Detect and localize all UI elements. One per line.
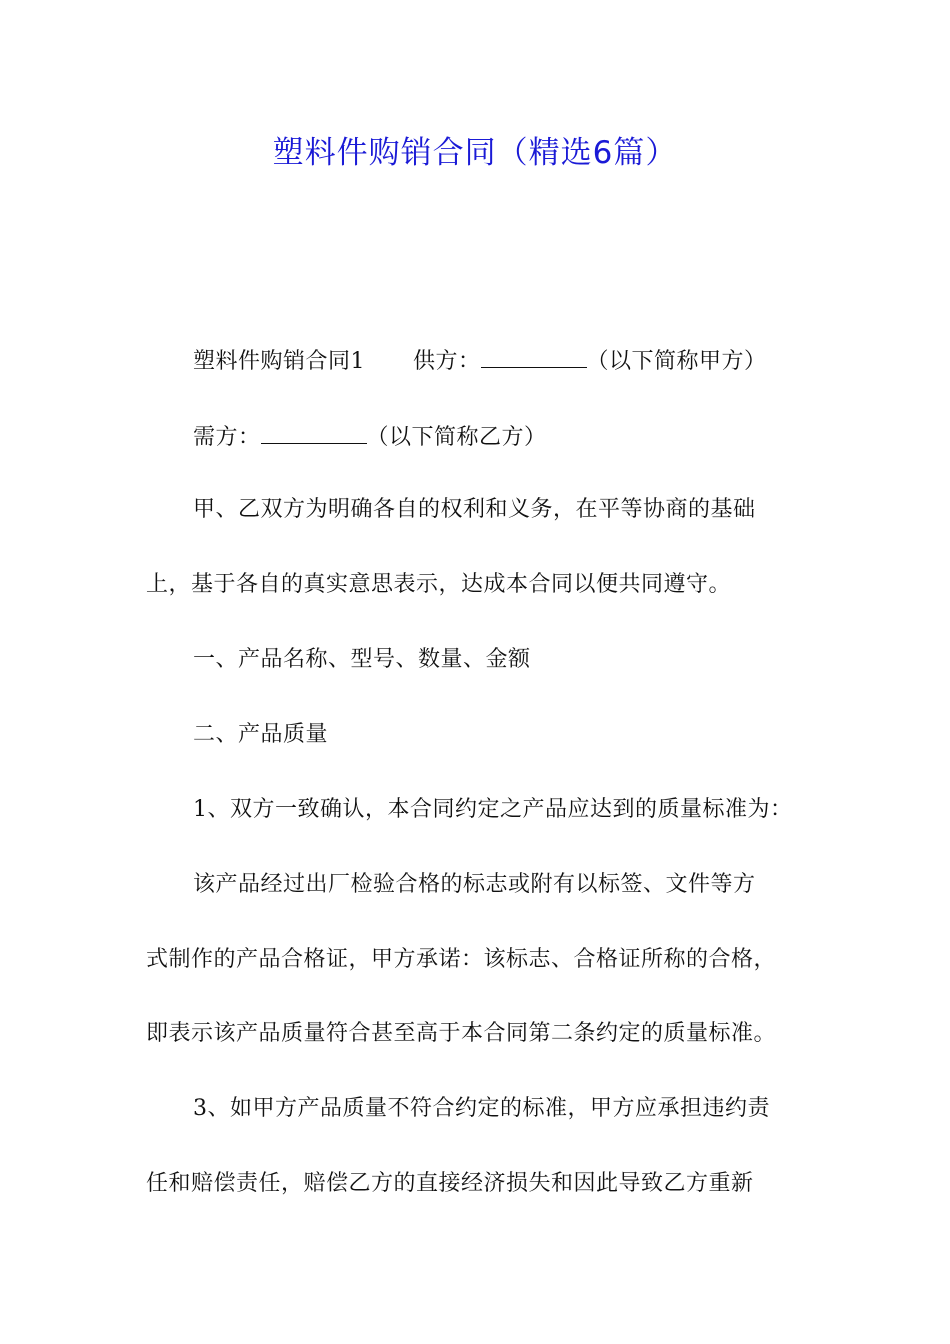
paragraph-line: 3、如甲方产品质量不符合约定的标准，甲方应承担违约责 xyxy=(193,1096,770,1121)
paragraph-line xyxy=(193,421,893,453)
buyer-blank-field xyxy=(261,421,367,444)
supplier-blank-field xyxy=(481,345,587,368)
paragraph-line xyxy=(193,345,893,377)
paragraph-line: 上，基于各自的真实意思表示，达成本合同以便共同遵守。 xyxy=(146,572,732,597)
paragraph-line: 该产品经过出厂检验合格的标志或附有以标签、文件等方 xyxy=(193,872,756,897)
buyer-label: 需方： xyxy=(193,425,261,450)
paragraph-line: 任和赔偿责任，赔偿乙方的直接经济损失和因此导致乙方重新 xyxy=(146,1171,754,1196)
document-title: 塑料件购销合同（精选6篇） xyxy=(272,135,678,171)
supplier-note: （以下简称甲方） xyxy=(586,349,767,374)
contract-heading: 塑料件购销合同1 xyxy=(193,349,365,374)
paragraph-line: 式制作的产品合格证，甲方承诺：该标志、合格证所称的合格， xyxy=(146,947,777,972)
section-heading: 二、产品质量 xyxy=(193,722,329,747)
paragraph-line: 即表示该产品质量符合甚至高于本合同第二条约定的质量标准。 xyxy=(146,1021,777,1046)
paragraph-line: 1、双方一致确认，本合同约定之产品应达到的质量标准为： xyxy=(193,797,793,822)
buyer-note: （以下简称乙方） xyxy=(366,425,547,450)
paragraph-line: 甲、乙双方为明确各自的权利和义务，在平等协商的基础 xyxy=(193,497,756,522)
supplier-label: 供方： xyxy=(413,349,481,374)
section-heading: 一、产品名称、型号、数量、金额 xyxy=(193,647,531,672)
